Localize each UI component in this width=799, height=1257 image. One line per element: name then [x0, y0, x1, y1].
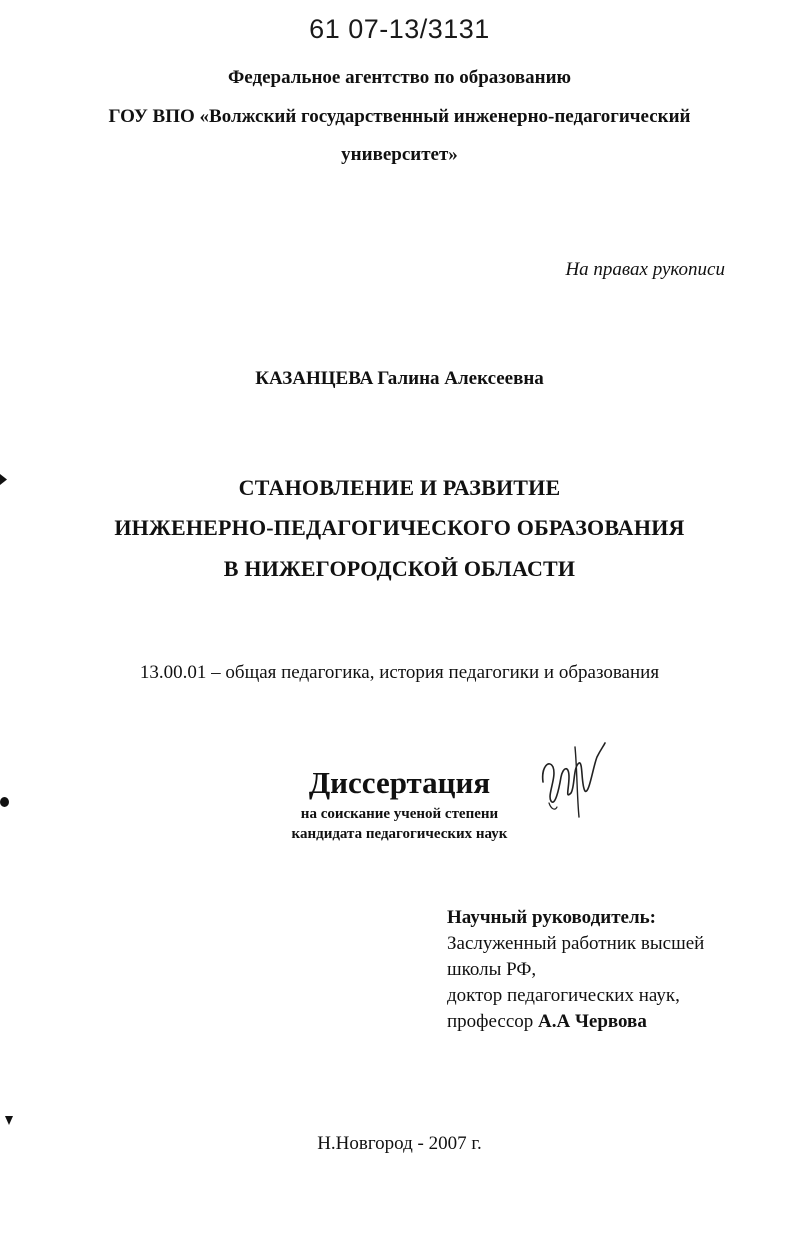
scan-binding-mark: [0, 797, 9, 807]
thesis-title-line1: СТАНОВЛЕНИЕ И РАЗВИТИЕ: [238, 475, 561, 500]
city-and-year: Н.Новгород - 2007 г.: [317, 1133, 482, 1154]
author-given-names: Галина Алексеевна: [377, 368, 544, 389]
advisor-rank: профессор: [447, 1011, 534, 1032]
author-surname: КАЗАНЦЕВА: [255, 368, 374, 389]
thesis-title-line2: ИНЖЕНЕРНО-ПЕДАГОГИЧЕСКОГО ОБРАЗОВАНИЯ: [114, 515, 685, 540]
archive-stamp-number: 61 07-13/3131: [309, 14, 490, 44]
agency-name: Федеральное агентство по образованию: [227, 67, 572, 88]
advisor-title-line2: школы РФ,: [447, 959, 537, 980]
advisor-heading: Научный руководитель:: [447, 907, 656, 928]
scan-binding-mark: [5, 1116, 13, 1125]
university-name-line2: университет»: [341, 144, 458, 165]
advisor-name: А.А Червова: [538, 1011, 647, 1032]
advisor-title-line3: доктор педагогических наук,: [447, 985, 680, 1006]
advisor-name-line: [447, 1009, 704, 1035]
university-name-line1: ГОУ ВПО «Волжский государственный инженерно-педагогический: [108, 106, 691, 127]
thesis-title-line3: В НИЖЕГОРОДСКОЙ ОБЛАСТИ: [223, 556, 576, 581]
manuscript-rights-note: На правах рукописи: [565, 259, 725, 280]
scientific-advisor-block: [447, 905, 704, 1035]
author-name: [0, 368, 799, 390]
advisor-title-line1: Заслуженный работник высшей: [447, 933, 705, 954]
dissertation-degree-line1: на соискание ученой степени: [300, 806, 499, 822]
dissertation-heading: Диссертация: [308, 765, 491, 800]
handwritten-signature: [535, 737, 610, 822]
specialty-code: 13.00.01 – общая педагогика, история педагогики и образования: [139, 662, 660, 683]
dissertation-degree-line2: кандидата педагогических наук: [291, 826, 508, 842]
